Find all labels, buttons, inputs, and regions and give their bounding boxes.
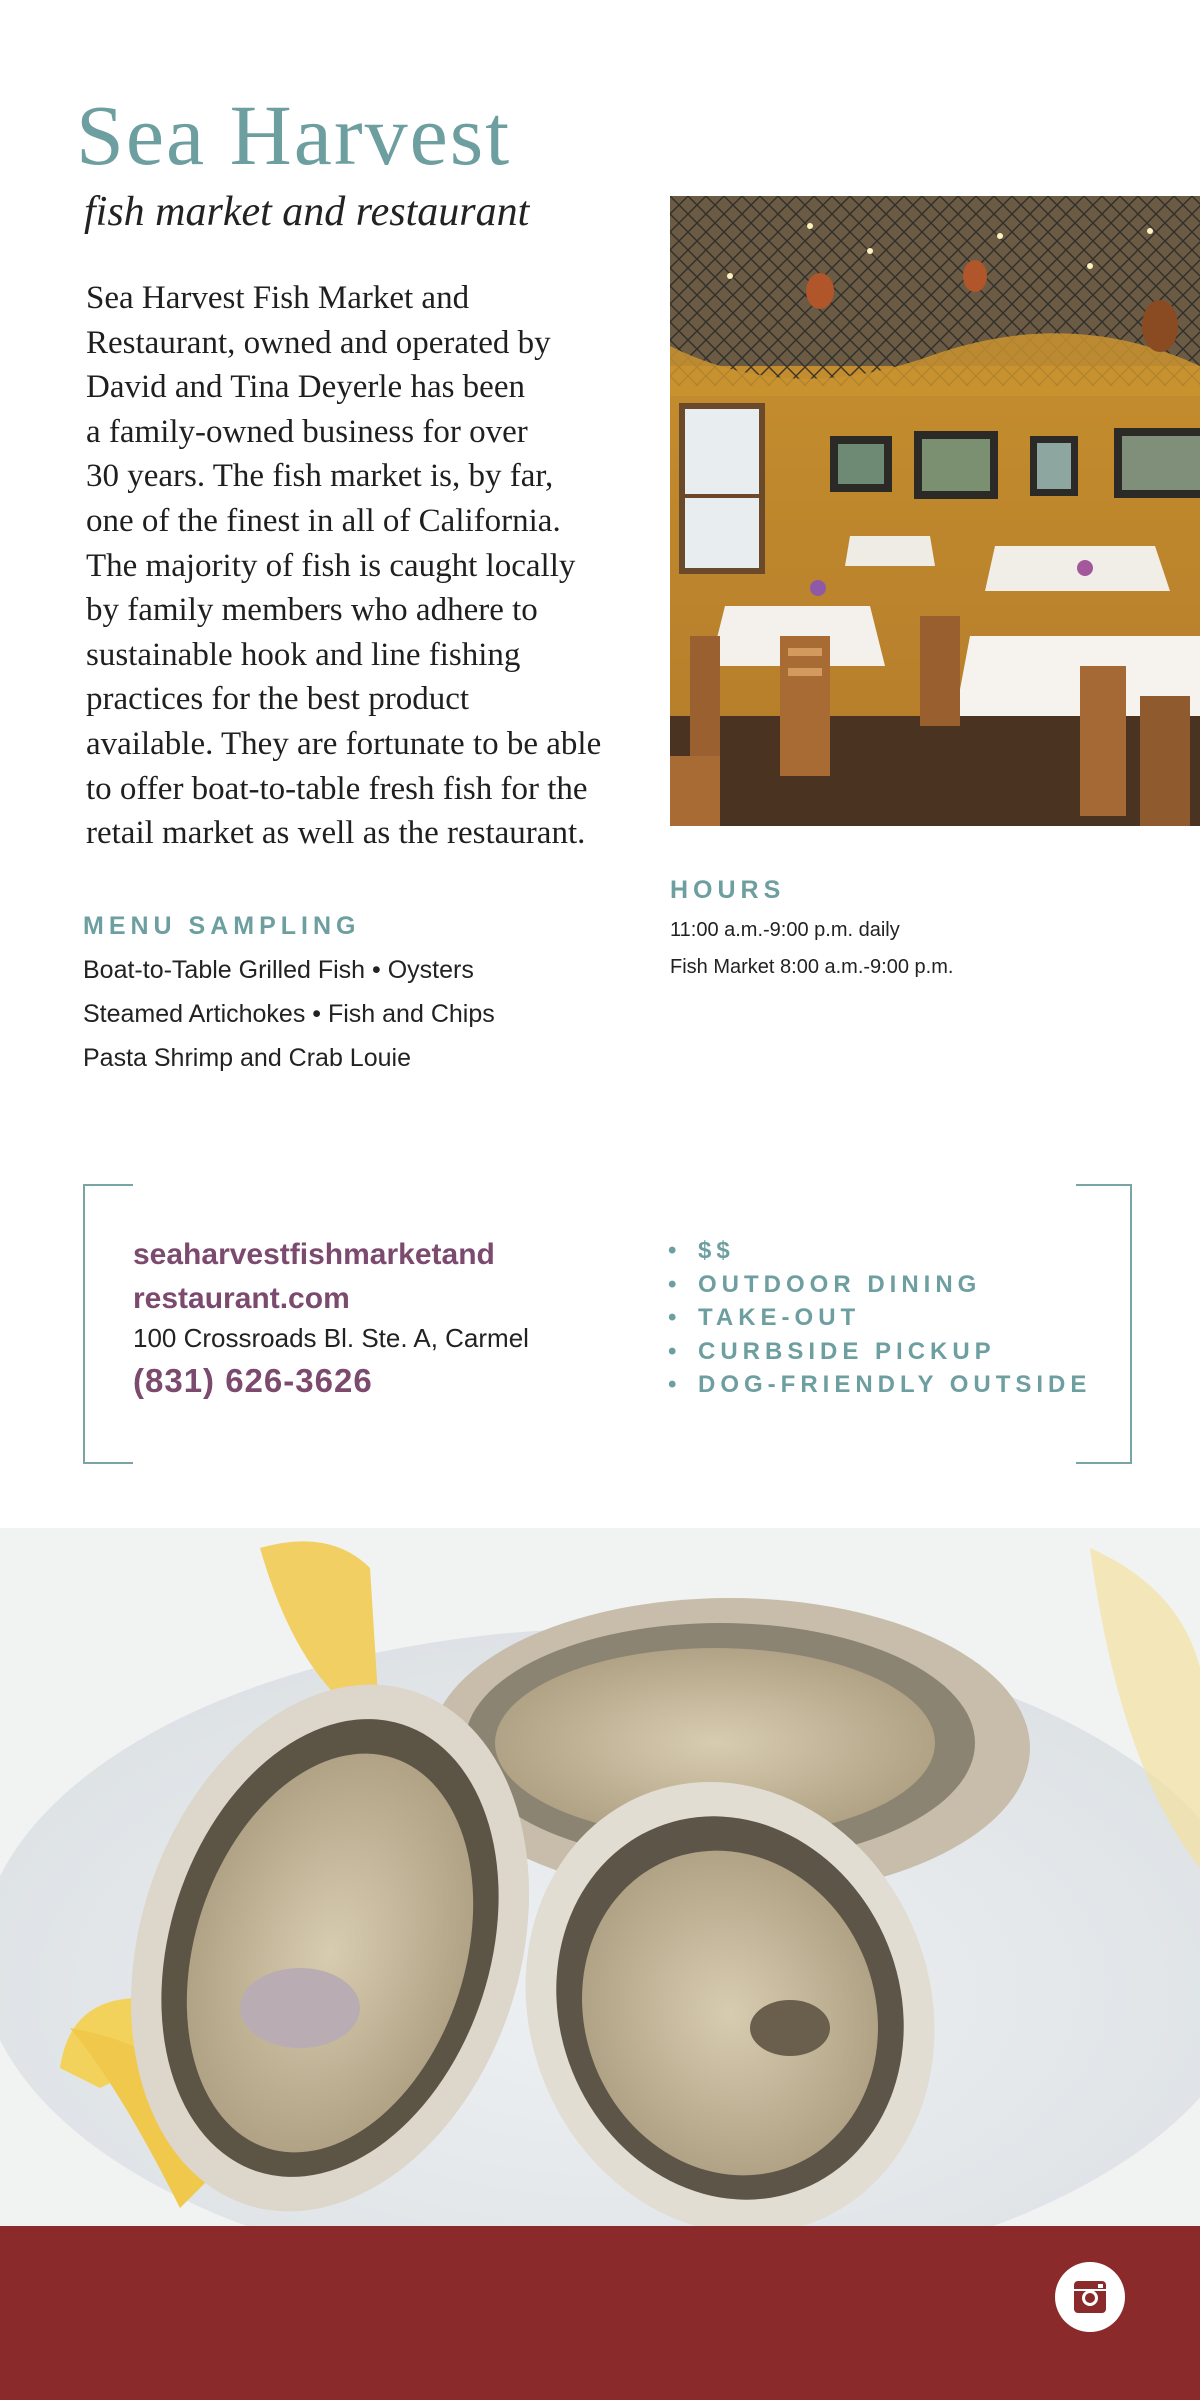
intro-line: David and Tina Deyerle has been <box>86 369 525 406</box>
intro-line: 30 years. The fish market is, by far, <box>86 458 554 495</box>
feature-label: TAKE-OUT <box>698 1304 861 1331</box>
oysters-photo <box>0 1528 1200 2226</box>
feature-label: OUTDOOR DINING <box>698 1271 982 1298</box>
page-title: Sea Harvest <box>76 87 512 183</box>
bullet-icon: • <box>668 1237 677 1264</box>
website-link-line2[interactable]: restaurant.com <box>133 1282 350 1315</box>
feature-label: $$ <box>698 1237 735 1264</box>
website-link-line1[interactable]: seaharvestfishmarketand <box>133 1238 495 1271</box>
menu-heading: MENU SAMPLING <box>83 912 361 940</box>
intro-line: by family members who adhere to <box>86 592 538 629</box>
restaurant-interior-photo <box>670 196 1200 826</box>
info-box-left-bracket <box>83 1184 133 1464</box>
instagram-icon[interactable] <box>1055 2262 1125 2332</box>
feature-item <box>668 1237 735 1265</box>
feature-item <box>668 1338 996 1366</box>
feature-item <box>668 1304 860 1332</box>
hours-line: Fish Market 8:00 a.m.-9:00 p.m. <box>670 956 954 978</box>
intro-line: retail market as well as the restaurant. <box>86 815 586 852</box>
address: 100 Crossroads Bl. Ste. A, Carmel <box>133 1323 529 1353</box>
intro-line: a family-owned business for over <box>86 413 528 450</box>
intro-line: sustainable hook and line fishing <box>86 636 521 673</box>
bullet-icon: • <box>668 1304 677 1331</box>
feature-label: CURBSIDE PICKUP <box>698 1338 996 1365</box>
menu-line: Pasta Shrimp and Crab Louie <box>83 1044 411 1072</box>
intro-line: Sea Harvest Fish Market and <box>86 280 470 316</box>
bullet-icon: • <box>668 1338 677 1365</box>
info-box-right-bracket <box>1076 1184 1132 1464</box>
hours-heading: HOURS <box>670 876 786 904</box>
bullet-icon: • <box>668 1271 677 1298</box>
menu-line: Steamed Artichokes • Fish and Chips <box>83 1000 495 1028</box>
feature-label: DOG-FRIENDLY OUTSIDE <box>698 1371 1092 1398</box>
feature-item <box>668 1371 1091 1399</box>
feature-item <box>668 1271 981 1299</box>
intro-line: Restaurant, owned and operated by <box>86 324 551 361</box>
intro-line: available. They are fortunate to be able <box>86 725 602 762</box>
intro-line: The majority of fish is caught locally <box>86 547 576 584</box>
footer-bar <box>0 2226 1200 2400</box>
hours-line: 11:00 a.m.-9:00 p.m. daily <box>670 919 900 941</box>
intro-line: practices for the best product <box>86 681 470 718</box>
intro-line: to offer boat-to-table fresh fish for the <box>86 770 588 807</box>
page-subtitle: fish market and restaurant <box>84 189 530 235</box>
phone-number[interactable]: (831) 626-3626 <box>133 1362 373 1399</box>
intro-line: one of the finest in all of California. <box>86 502 561 539</box>
bullet-icon: • <box>668 1371 677 1398</box>
menu-line: Boat-to-Table Grilled Fish • Oysters <box>83 956 474 984</box>
intro-paragraph <box>86 276 656 856</box>
